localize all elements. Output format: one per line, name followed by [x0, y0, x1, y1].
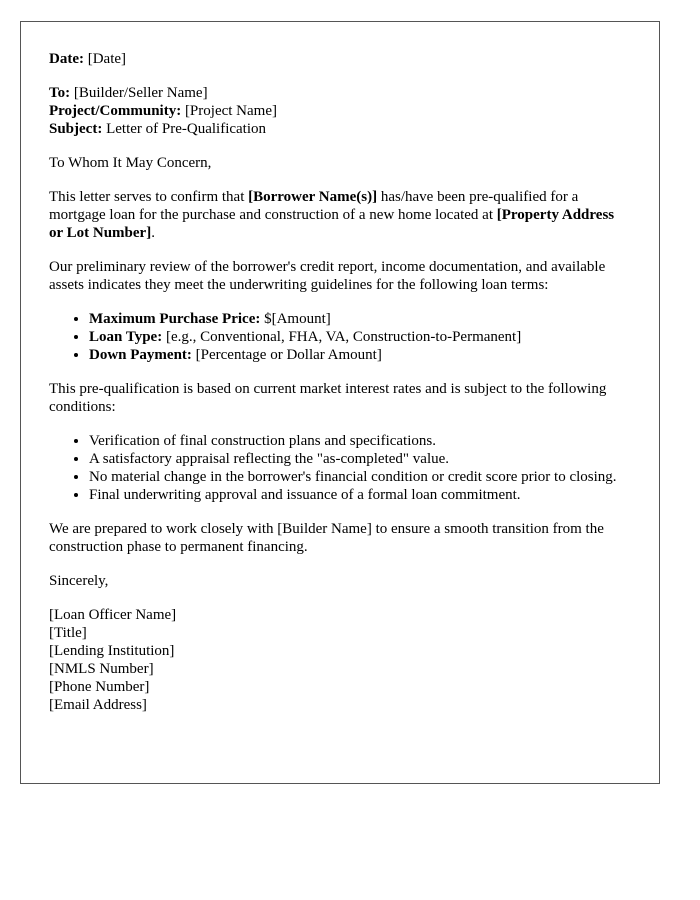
signature-nmls: [NMLS Number] — [49, 661, 154, 677]
closing-paragraph: We are prepared to work closely with [Builder Name] to ensure a smooth transition from the construction phase to permanent financing. — [49, 521, 604, 555]
term-label: Down Payment: — [89, 347, 192, 363]
greeting: To Whom It May Concern, — [49, 155, 212, 171]
project-label: Project/Community: — [49, 103, 182, 119]
intro-part2: has/have been pre-qualified for a mortgage loan for the purchase and construction of a new home located at — [49, 189, 579, 223]
property-address: [Property Address or Lot Number] — [49, 207, 615, 241]
to-line — [49, 84, 631, 102]
subject-label: Subject: — [49, 121, 103, 137]
date-line — [49, 50, 631, 68]
review-paragraph: Our preliminary review of the borrower's credit report, income documentation, and available assets indicates they meet the underwriting guidelines for the following loan terms: — [49, 259, 606, 293]
date-label: Date: — [49, 51, 84, 67]
list-item: • A satisfactory appraisal reflecting the "as-completed" value. — [89, 450, 631, 468]
to-label: To: — [49, 85, 71, 101]
term-value: [Percentage or Dollar Amount] — [191, 347, 382, 363]
list-item — [89, 328, 631, 346]
to-value: [Builder/Seller Name] — [73, 85, 208, 101]
list-item — [89, 346, 631, 364]
list-item: • Verification of final construction plans and specifications. — [89, 432, 631, 450]
date-value: [Date] — [87, 51, 127, 67]
term-label: Maximum Purchase Price: — [89, 311, 261, 327]
list-item: • No material change in the borrower's financial condition or credit score prior to closing. — [89, 468, 631, 486]
conditions-intro: This pre-qualification is based on current market interest rates and is subject to the following conditions: — [49, 381, 607, 415]
signature-email: [Email Address] — [49, 697, 147, 713]
intro-part3: . — [151, 225, 155, 241]
loan-terms-list — [49, 310, 631, 364]
term-value: $[Amount] — [260, 311, 331, 327]
signature-name: [Loan Officer Name] — [49, 607, 177, 623]
project-value: [Project Name] — [184, 103, 277, 119]
list-item — [89, 310, 631, 328]
signature-title: [Title] — [49, 625, 87, 641]
intro-part1: This letter serves to confirm that — [49, 189, 249, 205]
list-item: • Final underwriting approval and issuance of a formal loan commitment. — [89, 486, 631, 504]
letter — [20, 21, 660, 784]
term-label: Loan Type: — [89, 329, 163, 345]
signoff: Sincerely, — [49, 573, 109, 589]
borrower-name: [Borrower Name(s)] — [248, 189, 378, 205]
signature-phone: [Phone Number] — [49, 679, 150, 695]
subject-value: Letter of Pre-Qualification — [106, 121, 267, 137]
conditions-list — [49, 432, 631, 504]
signature-block — [49, 606, 631, 714]
project-line — [49, 102, 631, 120]
term-value: [e.g., Conventional, FHA, VA, Construction-to-Permanent] — [162, 329, 522, 345]
header-block — [49, 84, 631, 138]
signature-institution: [Lending Institution] — [49, 643, 175, 659]
subject-line — [49, 120, 631, 138]
intro-paragraph — [49, 188, 631, 242]
